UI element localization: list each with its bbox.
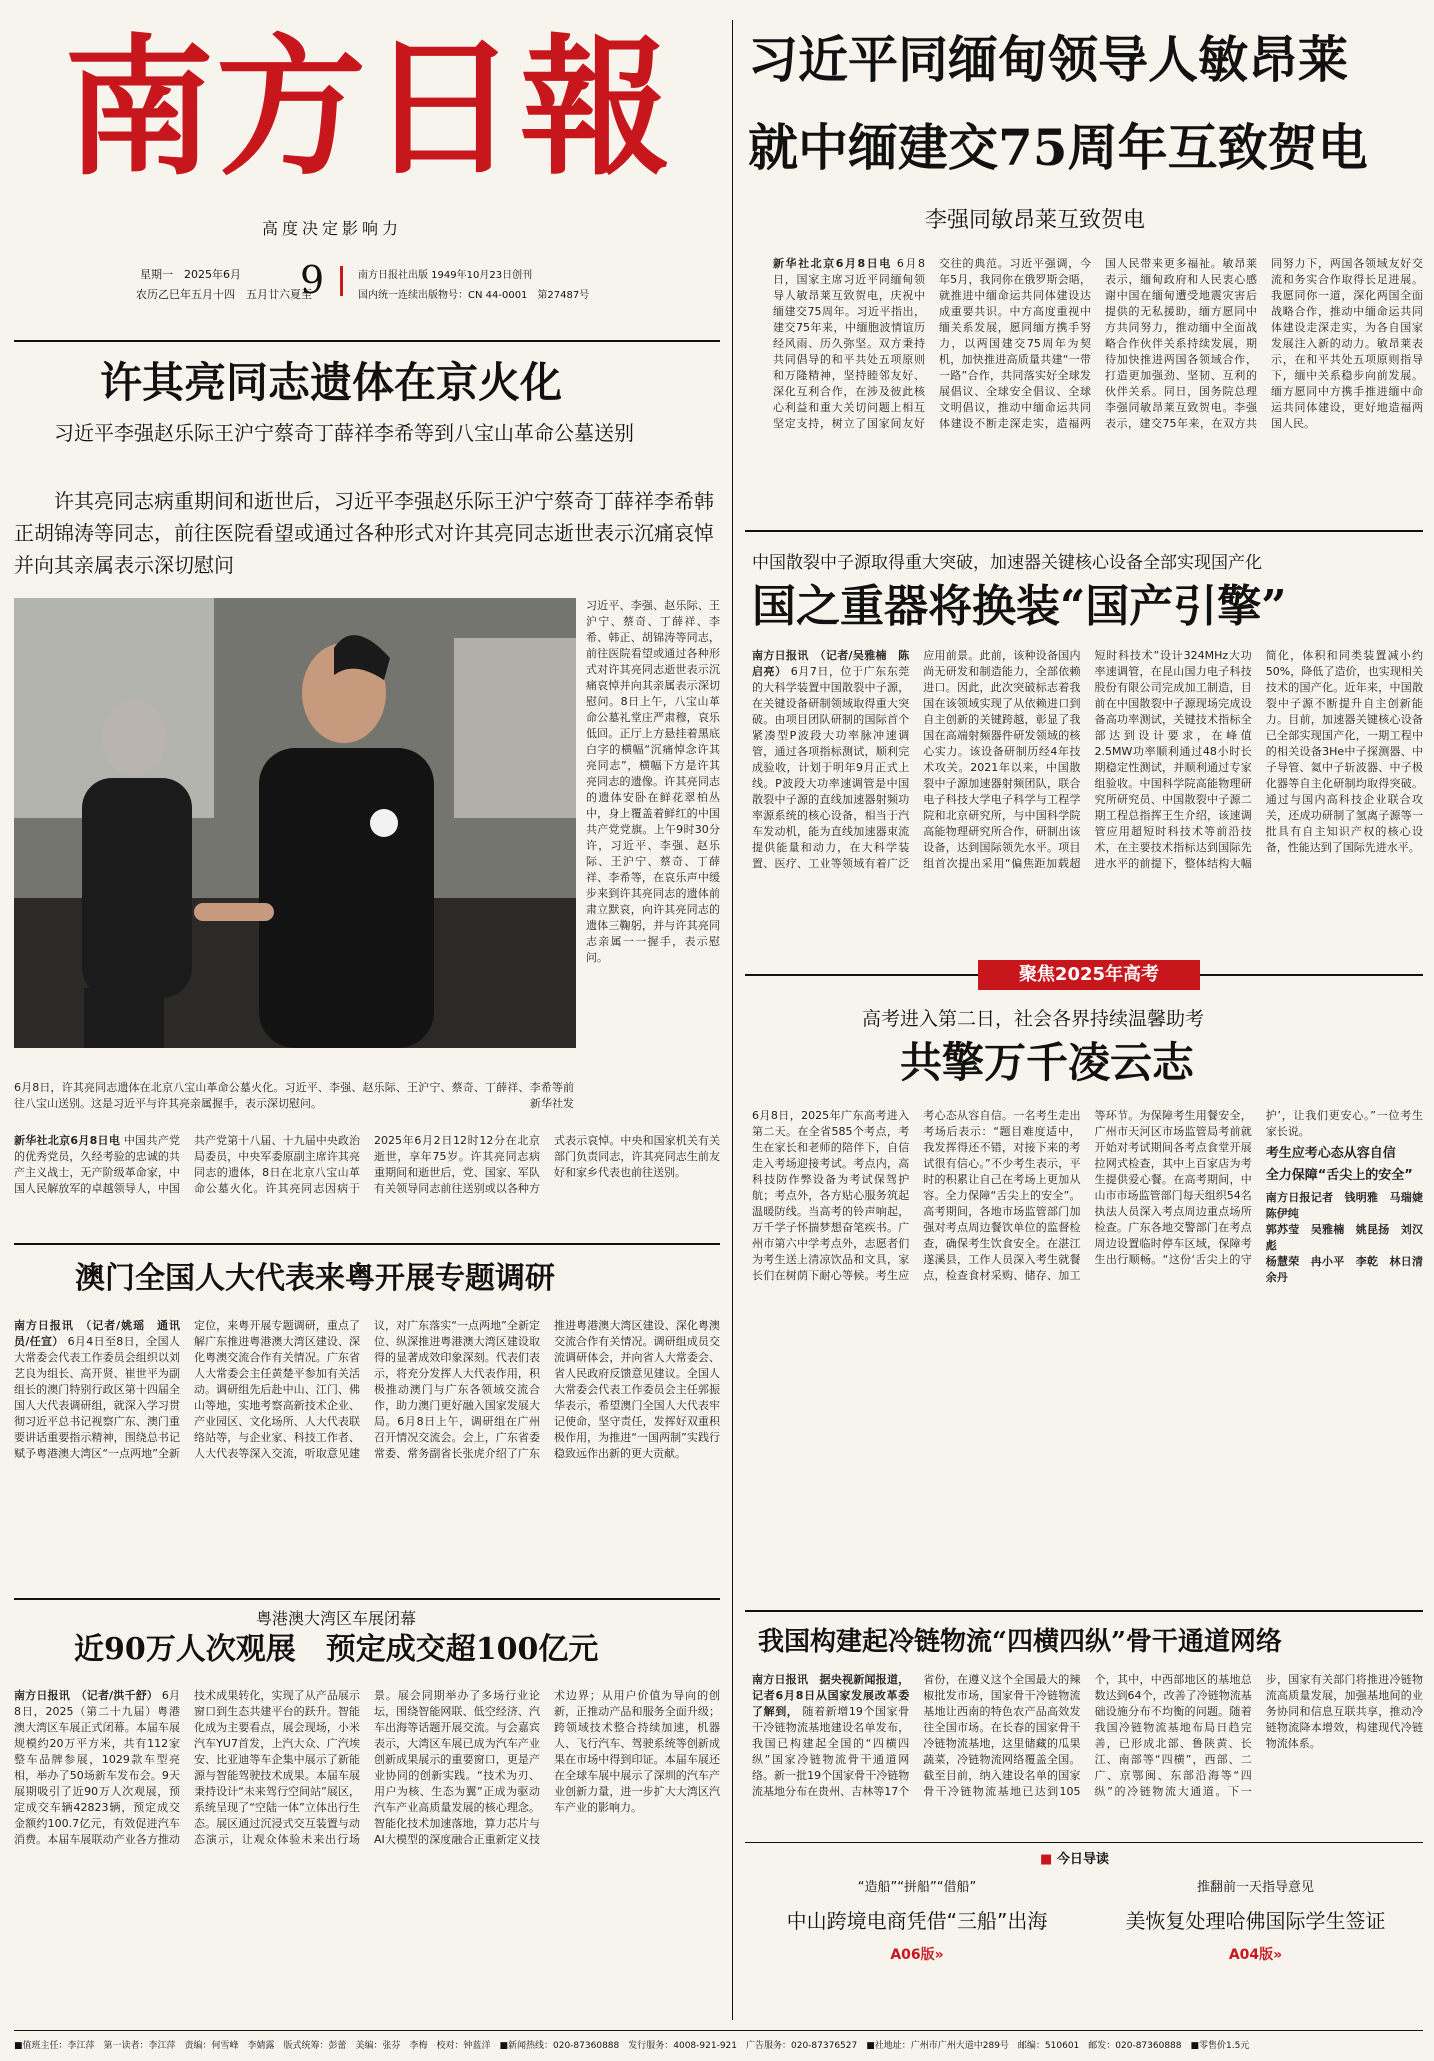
masthead-slogan: 高度决定影响力 <box>262 219 403 238</box>
xu-photo <box>14 598 576 1048</box>
cn-number: 国内统一连续出版物号：CN 44-0001 第27487号 <box>358 290 590 301</box>
expo-body <box>14 1688 720 2016</box>
neutron-body <box>752 648 1423 950</box>
divider <box>14 1598 720 1600</box>
cold-byline: 南方日报讯 据央视新闻报道，记者6月8日从国家发展改革委了解到， <box>752 1673 910 1718</box>
gaokao-headline: 共擎万千凌云志 <box>900 1038 1195 1087</box>
lead-subhead: 李强同敏昂莱互致贺电 <box>925 208 1146 233</box>
lead-text: 6月8日，国家主席习近平同缅甸领导人敏昂莱互致贺电，庆祝中缅建交75周年。习近平指出，建交75年来，中缅胞波情谊历经风雨、历久弥坚。双方秉持共同倡导的和平共处五项原则和万隆精神，坚持睦邻友好、深化互利合作，在涉及彼此核心利益和重大关切问题上相互坚定支持，树立了国家间友好交往的典范。习近平强调，今年5月，我同你在俄罗斯会晤，就推进中缅命运共同体建设达成重要共识。中方高度重视中缅关系发展，愿同缅方携手努力，以两国建交75周年为契机，加快推进高质量共建“一带一路”合作，共同落实好全球发展倡议、全球安全倡议、全球文明倡议，推动中缅命运共同体建设不断走深走实，造福两国人民带来更多福祉。敏昂莱表示，缅甸政府和人民衷心感谢中国在缅甸遭受地震灾害后提供的无私援助，缅方愿同中方共同努力，推动缅中全面战略合作伙伴关系持续发展，期待加快推进两国各领域合作，打造更加强劲、坚韧、互利的伙伴关系。同日，国务院总理李强同敏昂莱互致贺电。李强表示，建交75年来，在双方共同努力下，两国各领域友好交流和务实合作取得长足进展。我愿同你一道，深化两国全面战略合作，推动中缅命运共同体建设走深走实，为各自国家发展注入新的动力。敏昂莱表示，在和平共处五项原则指导下，缅中关系稳步向前发展。缅方愿同中方携手推进缅中命运共同体建设，更好地造福两国人民。 <box>773 257 1423 430</box>
divider <box>745 1842 1423 1843</box>
weekday-date: 星期一 2025年6月 <box>140 268 241 281</box>
gaokao-text: 6月8日，2025年广东高考进入第二天。在全省585个考点，考生在家长和老师的陪伴下，自信走入考场迎接考试。考点内，高科技防作弊设备为考试保驾护航；考点外，各方贴心服务筑起温暖防线。当高考的铃声响起，万千学子怀揣梦想奋笔疾书。广州市第六中学考点外，志愿者们为考生送上清凉饮品和文具，家长们在树荫下耐心等候。考生应考心态从容自信。一名考生走出考场后表示：“题目难度适中，我发挥得还不错，对接下来的考试很有信心。”不少考生表示，平时的积累让自己在考场上更加从容。全力保障“舌尖上的安全”。高考期间，各地市场监管部门加强对考点周边餐饮单位的监督检查，确保考生饮食安全。在湛江遂溪县，工作人员深入考生就餐点，检查食材采购、储存、加工等环节。为保障考生用餐安全，广州市天河区市场监管局考前就开始对考试期间各考点食堂开展拉网式检查，其中上百家店为考生提供爱心餐。在高考期间，中山市市场监管部门每天组织54名执法人员深入考点周边重点场所检查。广东各地交警部门在考点周边设置临时停车区域，保障考生出行顺畅。“这份‘舌尖上的守护’，让我们更安心。”一位考生家长说。 <box>752 1109 1423 1282</box>
footer-rule <box>14 2030 1423 2031</box>
expo-headline: 近90万人次观展 预定成交超100亿元 <box>74 1632 599 1667</box>
gaokao-subhead-1: 考生应考心态从容自信 <box>1265 1146 1396 1161</box>
guide-item-2[interactable] <box>1088 1870 1423 1980</box>
divider <box>14 1243 720 1245</box>
neutron-text: 6月7日，位于广东东莞的大科学装置中国散裂中子源，在关键设备研制领域取得重大突破。由项目团队研制的国际首个紧凑型P波段大功率脉冲速调管，通过各项指标测试，顺利完成验收，计划于明年9月正式上线。P波段大功率速调管是中国散裂中子源的直线加速器射频功率源系统的核心设备，相当于汽车发动机，能为直线加速器束流提供能量和动力，在大科学装置、医疗、工业等领域有着广泛应用前景。此前，该种设备国内尚无研发和制造能力，全部依赖进口。因此，此次突破标志着我国在该领域实现了从依赖进口到自主创新的关键跨越，彰显了我国在高端射频器件研发领域的核心实力。该设备研制历经4年技术攻关。2021年以来，中国散裂中子源加速器射频团队，联合电子科技大学电子科学与工程学院和北京研究所，与中国科学院高能物理研究所合作，研制出该设备，达到国际领先水平。项目组首次提出采用“偏焦距加载超短时科技术”设计324MHz大功率速调管，在昆山国力电子科技股份有限公司完成加工制造，目前在中国散裂中子源现场完成设备高功率测试，关键技术指标全部达到设计要求，在峰值2.5MW功率顺利通过48小时长期稳定性测试，并顺利通过专家组验收。中国科学院高能物理研究所研究员、中国散裂中子源二期工程总指挥王生介绍，该速调管应用超短时科技术等前沿技术，在主要技术指标达到国际先进水平的前提下，整体结构大幅简化，体积和同类装置减小约50%，降低了造价，也实现相关技术的国产化。近年来，中国散裂中子源不断提升自主创新能力。目前，加速器关键核心设备已全部实现国产化，一期工程中的相关设备3He中子探测器、中子导管、氦中子斩波器、中子极化器等自主化研制均取得突破。通过与国内高科技企业联合攻关，还成功研制了氢离子源等一批具有自主知识产权的核心设备，性能达到了国际先进水平。 <box>752 649 1423 870</box>
xu-text: 中国共产党的优秀党员，久经考验的忠诚的共产主义战士，无产阶级革命家，中国人民解放军的卓越领导人，中国共产党第十八届、十九届中央政治局委员，中央军委原副主席许其亮同志的遗体，8日在北京八宝山革命公墓火化。许其亮同志因病于2025年6月2日12时12分在北京逝世，享年75岁。许其亮同志病重期间和逝世后，党、国家、军队有关领导同志前往送别或以各种方式表示哀悼。中央和国家机关有关部门负责同志，许其亮同志生前友好和家乡代表也前往送别。 <box>14 1134 720 1195</box>
divider <box>745 1610 1423 1612</box>
gaokao-reporters-3: 杨慧荣 冉小平 李乾 林日清 余丹 <box>1265 1255 1434 1284</box>
gaokao-body <box>752 1108 1434 1598</box>
divider <box>14 340 720 342</box>
footer-text: ■值班主任：李江萍 第一读者：李江萍 责编：何雪峰 李婧露 版式统筹：彭蕾 美编：张芬 李梅 校对：钟蓝洋 ■新闻热线：020-87360888 发行服务：4008-921-921 广告服务：020-87376527 ■社地址：广州市广州大道中289号 邮编：510601 邮发：020-87360888 ■零售价1.5元 <box>14 2041 1250 2051</box>
lead-byline: 新华社北京6月8日电 <box>773 257 892 270</box>
xu-headline: 许其亮同志遗体在京火化 <box>100 358 563 407</box>
xu-caption <box>14 1080 574 1120</box>
date-strip <box>136 258 720 306</box>
guide-title-text: 今日导读 <box>1056 1852 1109 1867</box>
xu-deck: 许其亮同志病重期间和逝世后，习近平李强赵乐际王沪宁蔡奇丁薛祥李希韩正胡锦涛等同志，前往医院看望或通过各种形式对许其亮同志逝世表示沉痛哀悼并向其亲属表示深切慰问 <box>14 489 714 577</box>
xu-byline: 新华社北京6月8日电 <box>14 1134 121 1147</box>
gaokao-subhead-2: 全力保障“舌尖上的安全” <box>1265 1168 1413 1183</box>
publisher: 南方日报社出版 1949年10月23日创刊 <box>358 270 533 281</box>
gaokao-tag-text: 聚焦2025年高考 <box>1018 964 1160 985</box>
macau-text: 6月4日至8日，全国人大常委会代表工作委员会组织以刘艺良为组长、高开贤、崔世平为副组长的澳门特别行政区第十四届全国人大代表调研组，就深入学习贯彻习近平总书记视察广东、澳门重要讲话重要指示精神，围绕总书记赋予粤港澳大湾区“一点两地”全新定位，来粤开展专题调研，重点了解广东推进粤港澳大湾区建设、深化粤澳交流合作有关情况。广东省人大常委会主任黄楚平参加有关活动。调研组先后赴中山、江门、佛山等地，实地考察高新技术企业、产业园区、文化场所、人大代表联络站等，与企业家、科技工作者、人大代表等深入交流，听取意见建议，对广东落实“一点两地”全新定位、纵深推进粤港澳大湾区建设取得的显著成效印象深刻。代表们表示，将充分发挥人大代表作用，积极推动澳门与广东各领域交流合作，助力澳门更好融入国家发展大局。6月8日上午，调研组在广州召开情况交流会。会上，广东省委常委、常务副省长张虎介绍了广东推进粤港澳大湾区建设、深化粤澳交流合作有关情况。调研组成员交流调研体会，并向省人大常委会、省人民政府反馈意见建议。全国人大常委会代表工作委员会主任郭振华表示，希望澳门全国人大代表牢记使命，坚守责任，发挥好双重积极作用，为推进“一国两制”实践行稳致远作出新的更大贡献。 <box>14 1319 720 1460</box>
neutron-byline: 南方日报讯 （记者/吴雅楠 陈启亮） <box>752 649 910 678</box>
lunar-date: 农历乙巳年五月十四 五月廿六夏至 <box>136 288 312 301</box>
lead-headline-1: 习近平同缅甸领导人敏昂莱 <box>748 30 1348 89</box>
expo-byline: 南方日报讯 （记者/洪千舒） <box>14 1689 159 1702</box>
guide-item-1-kicker: “造船”“拼船”“借船” <box>857 1880 977 1895</box>
xu-subhead: 习近平李强赵乐际王沪宁蔡奇丁薛祥李希等到八宝山革命公墓送别 <box>54 421 634 445</box>
neutron-kicker: 中国散裂中子源取得重大突破，加速器关键核心设备全部实现国产化 <box>752 553 1262 573</box>
masthead-title: 南方日報 <box>64 20 673 196</box>
cold-text: 随着新增19个国家骨干冷链物流基地建设名单发布，我国已构建起全国的“四横四纵”国家冷链物流骨干通道网络。新一批19个国家骨干冷链物流基地分布在贵州、吉林等17个省份，在遵义这个全国最大的辣椒批发市场，国家骨干冷链物流基地让西南的特色农产品高效发往全国市场。在长春的国家骨干冷链物流基地，这里储藏的瓜果蔬菜，冷链物流网络覆盖全国。截至目前，纳入建设名单的国家骨干冷链物流基地已达到105个，其中，中西部地区的基地总数达到64个，改善了冷链物流基础设施分布不均衡的问题。随着我国冷链物流基地布局日趋完善，已形成北部、鲁陕黄、长江、南部等“四横”，西部、二广、京鄂闽、东部沿海等“四纵”的冷链物流大通道。下一步，国家有关部门将推进冷链物流高质量发展，加强基地间的业务协同和信息互联共享，推动冷链物流降本增效，构建现代冷链物流体系。 <box>752 1673 1423 1798</box>
photo-illustration <box>14 598 576 1048</box>
square-bullet-icon: ■ <box>1040 1852 1053 1867</box>
xu-caption-text: 6月8日，许其亮同志遗体在北京八宝山革命公墓火化。习近平、李强、赵乐际、王沪宁、蔡奇、丁薛祥、李希等前往八宝山送别。这是习近平与许其亮亲属握手，表示深切慰问。 <box>14 1081 574 1110</box>
lead-headline-2: 就中缅建交75周年互致贺电 <box>748 118 1368 177</box>
gaokao-kicker: 高考进入第二日，社会各界持续温馨助考 <box>862 1008 1205 1030</box>
gaokao-tag <box>978 960 1200 990</box>
cold-headline: 我国构建起冷链物流“四横四纵”骨干通道网络 <box>758 1627 1282 1657</box>
day-number: 9 <box>300 258 325 302</box>
guide-item-1-page-link[interactable]: A06版» <box>890 1947 944 1963</box>
macau-byline: 南方日报讯 （记者/姚瑶 通讯员/任宣） <box>14 1319 180 1348</box>
macau-body <box>14 1318 720 1588</box>
guide-item-1[interactable] <box>752 1870 1082 1980</box>
cold-body <box>752 1672 1423 1830</box>
column-divider <box>732 20 733 2020</box>
xu-photo-credit: 新华社发 <box>530 1097 574 1110</box>
gaokao-reporters-2: 郭苏莹 吴雅楠 姚昆扬 刘汉彪 <box>1265 1223 1423 1252</box>
guide-title <box>1040 1848 1109 1867</box>
guide-item-2-page-link[interactable]: A04版» <box>1228 1947 1283 1963</box>
macau-headline: 澳门全国人大代表来粤开展专题调研 <box>75 1261 555 1296</box>
divider <box>745 530 1423 532</box>
xu-body <box>14 1133 720 1243</box>
guide-item-2-title: 美恢复处理哈佛国际学生签证 <box>1125 1909 1386 1933</box>
guide-item-1-title: 中山跨境电商凭借“三船”出海 <box>786 1909 1048 1933</box>
xu-side-text: 习近平、李强、赵乐际、王沪宁、蔡奇、丁薛祥、李希、韩正、胡锦涛等同志，前往医院看望或通过各种形式对许其亮同志逝世表示沉痛哀悼并向其亲属表示深切慰问。8日上午，八宝山革命公墓礼堂庄严肃穆，哀乐低回。正厅上方悬挂着黑底白字的横幅“沉痛悼念许其亮同志”，横幅下方是许其亮同志的遗像。许其亮同志的遗体安卧在鲜花翠柏丛中，身上覆盖着鲜红的中国共产党党旗。上午9时30分许，习近平、李强、赵乐际、王沪宁、蔡奇、丁薛祥、李希等，在哀乐声中缓步来到许其亮同志的遗体前肃立默哀，向许其亮同志的遗体三鞠躬，并与许其亮同志亲属一一握手，表示慰问。 <box>586 599 720 964</box>
expo-kicker: 粤港澳大湾区车展闭幕 <box>256 1609 417 1628</box>
guide-item-2-kicker: 推翻前一天指导意见 <box>1196 1880 1314 1895</box>
expo-text: 6月8日，2025（第二十九届）粤港澳大湾区车展正式闭幕。本届车展规模约20万平方米，共有112家整车品牌参展，1029款车型亮相，举办了50场新车发布会。9天展期吸引了近90万人次观展，预定成交车辆42823辆，预定成交金额约100.7亿元，有效促进汽车消费。本届车展联动产业各方推动技术成果转化，实现了从产品展示窗口到生态共建平台的跃升。智能化成为主要看点，展会现场，小米汽车YU7首发，上汽大众、广汽埃安、比亚迪等车企集中展示了新能源与智能驾驶技术成果。本届车展秉持设计“未来驾行空间站”展区，系统呈现了“空陆一体”立体出行生态。展区通过沉浸式交互装置与动态演示，让观众体验未来出行场景。展会同期举办了多场行业论坛，围绕智能网联、低空经济、汽车出海等话题开展交流。与会嘉宾表示，大湾区车展已成为汽车产业创新成果展示的重要窗口，更是产业协同的创新实践。“技术为刃、用户为核、生态为翼”正成为驱动汽车产业高质量发展的核心理念。智能化技术加速落地，算力芯片与AI大模型的深度融合正重新定义技术边界；从用户价值为导向的创新，正推动产品和服务全面升级；跨领域技术整合持续加速，机器人、飞行汽车、驾驶系统等创新成果在市场中得到印证。本届车展还在全球车展中展示了深圳的汽车产业创新力量，进一步扩大大湾区汽车产业的影响力。 <box>14 1689 720 1846</box>
neutron-headline: 国之重器将换装“国产引擎” <box>752 581 1287 632</box>
lead-body <box>773 256 1423 488</box>
gaokao-reporters-1: 南方日报记者 钱明雅 马瑞婕 陈伊纯 <box>1265 1191 1434 1220</box>
